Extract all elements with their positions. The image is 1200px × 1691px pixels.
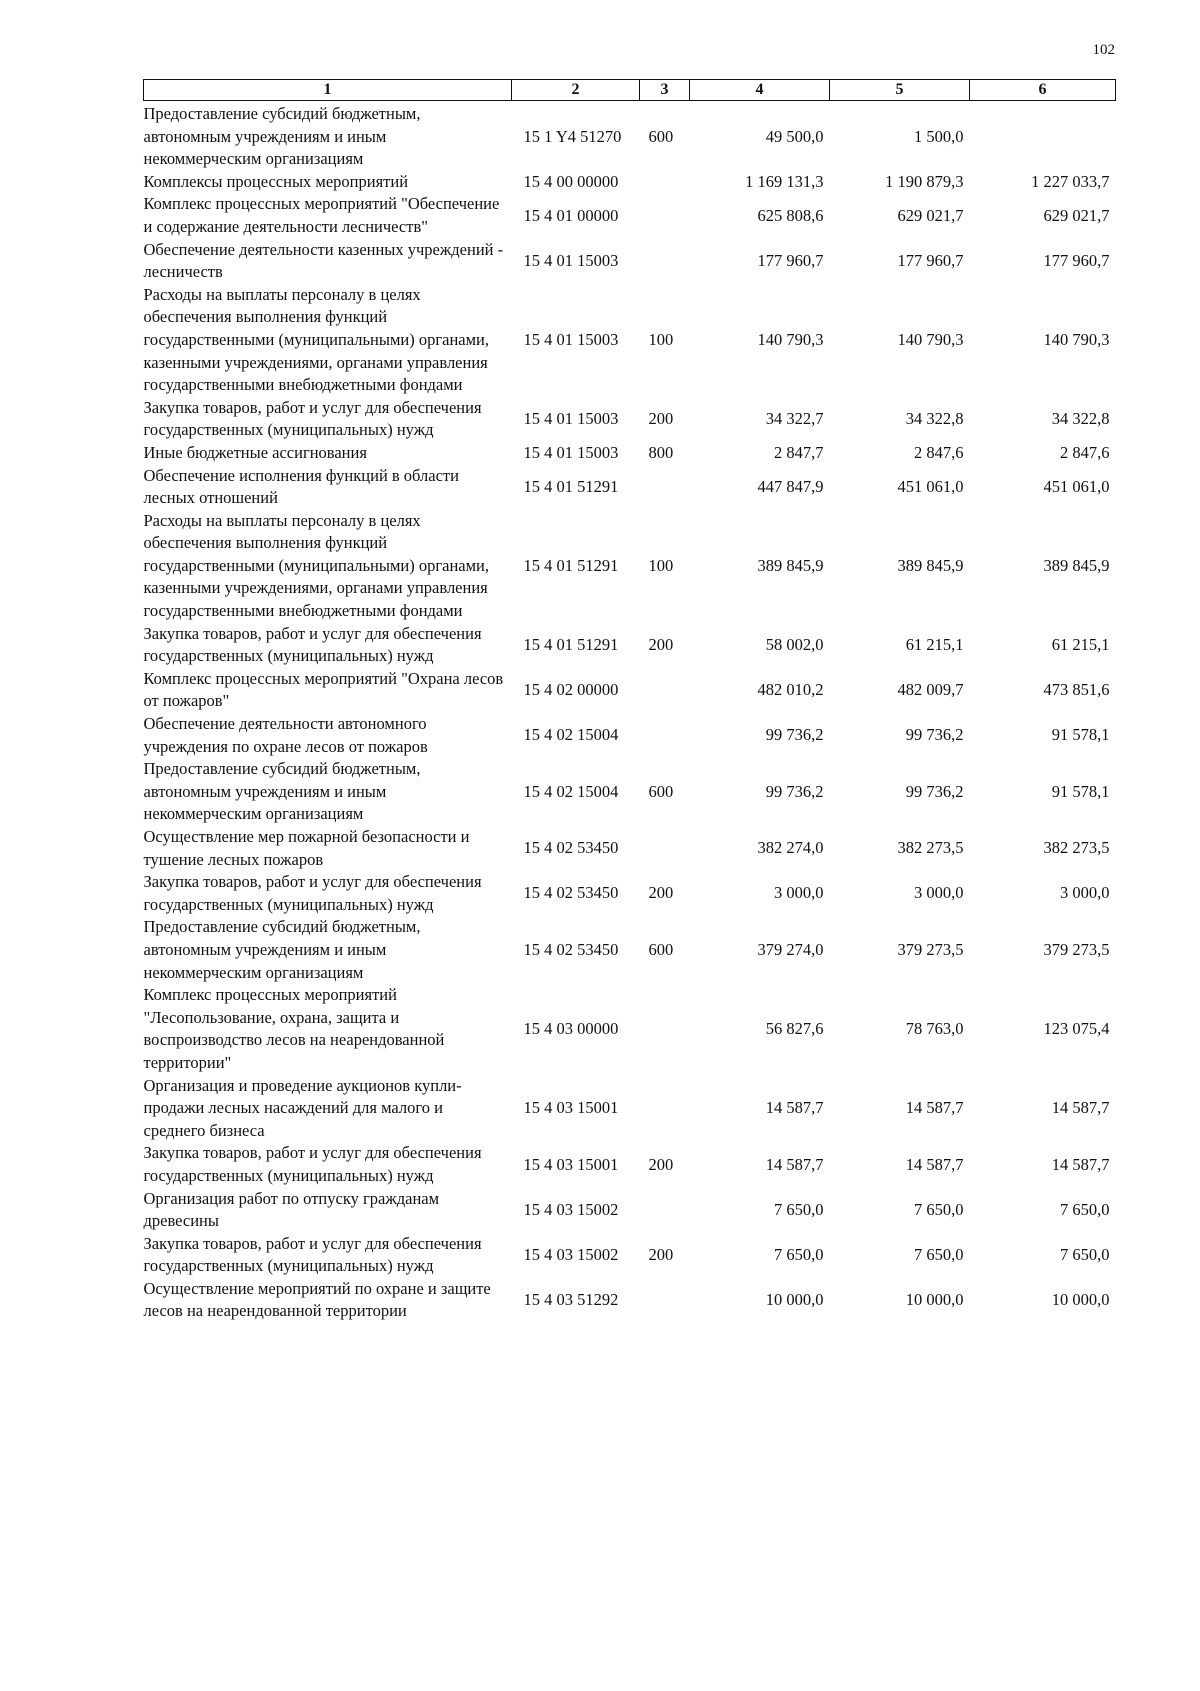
row-target-code: 15 4 03 15001	[523, 1098, 619, 1118]
row-expense-type: 200	[648, 1154, 674, 1174]
row-expense-type: 100	[648, 555, 674, 575]
row-amount-col6: 389 845,9	[1043, 555, 1110, 575]
row-name: Организация работ по отпуску гражданам древесины	[143, 1188, 440, 1231]
row-amount-col6: 3 000,0	[1060, 883, 1110, 903]
row-amount-col6: 451 061,0	[1043, 476, 1110, 496]
row-amount-col6: 7 650,0	[1060, 1199, 1110, 1219]
header-col-1: 1	[144, 80, 512, 101]
table-row	[144, 713, 1116, 758]
row-amount-col6: 14 587,7	[1051, 1098, 1110, 1118]
row-expense-type: 200	[648, 409, 674, 429]
row-amount-col5: 61 215,1	[905, 634, 964, 654]
row-amount-col6: 61 215,1	[1051, 634, 1110, 654]
row-amount-col6: 7 650,0	[1060, 1244, 1110, 1264]
row-amount-col6: 379 273,5	[1043, 939, 1110, 959]
row-expense-type	[640, 1278, 690, 1323]
table-row	[144, 465, 1116, 510]
row-name: Обеспечение деятельности казенных учреждений - лесничеств	[143, 239, 504, 282]
row-amount-col6: 140 790,3	[1043, 329, 1110, 349]
row-name: Комплексы процессных мероприятий	[143, 171, 409, 191]
row-expense-type: 600	[648, 781, 674, 801]
row-amount-col4: 7 650,0	[774, 1199, 824, 1219]
row-name: Закупка товаров, работ и услуг для обеспечения государственных (муниципальных) нужд	[143, 1233, 482, 1276]
row-name: Комплекс процессных мероприятий "Лесопользование, охрана, защита и воспроизводство лесов на неарендованной территории"	[143, 985, 445, 1072]
row-amount-col5: 7 650,0	[914, 1244, 964, 1264]
table-row	[144, 239, 1116, 284]
header-col-5: 5	[830, 80, 970, 101]
row-amount-col4: 34 322,7	[765, 409, 824, 429]
row-amount-col5: 140 790,3	[897, 329, 964, 349]
row-name: Осуществление мероприятий по охране и защите лесов на неарендованной территории	[143, 1278, 491, 1321]
row-expense-type	[640, 668, 690, 713]
row-amount-col4: 625 808,6	[757, 205, 824, 225]
header-col-4: 4	[690, 80, 830, 101]
row-amount-col6: 473 851,6	[1043, 680, 1110, 700]
row-amount-col6: 629 021,7	[1043, 205, 1110, 225]
row-amount-col5: 451 061,0	[897, 476, 964, 496]
table-row	[144, 193, 1116, 238]
table-row	[144, 442, 1116, 465]
row-target-code: 15 4 02 15004	[523, 781, 619, 801]
table-row	[144, 101, 1116, 171]
table-row	[144, 1142, 1116, 1187]
table-row	[144, 1278, 1116, 1323]
row-expense-type: 100	[648, 329, 674, 349]
row-target-code: 15 4 01 15003	[523, 329, 619, 349]
row-target-code: 15 4 01 15003	[523, 409, 619, 429]
row-name: Комплекс процессных мероприятий "Охрана лесов от пожаров"	[143, 668, 504, 711]
row-name: Предоставление субсидий бюджетным, автономным учреждениям и иным некоммерческим организациям	[143, 917, 421, 982]
header-col-6: 6	[970, 80, 1116, 101]
row-name: Закупка товаров, работ и услуг для обеспечения государственных (муниципальных) нужд	[143, 397, 482, 440]
row-amount-col6	[970, 101, 1116, 171]
row-name: Предоставление субсидий бюджетным, автономным учреждениям и иным некоммерческим организациям	[143, 759, 421, 824]
row-amount-col6: 10 000,0	[1051, 1290, 1110, 1310]
row-amount-col5: 14 587,7	[905, 1098, 964, 1118]
row-amount-col4: 3 000,0	[774, 883, 824, 903]
row-amount-col5: 379 273,5	[897, 939, 964, 959]
row-expense-type	[640, 713, 690, 758]
row-expense-type	[640, 465, 690, 510]
table-row	[144, 171, 1116, 194]
row-target-code: 15 4 01 51291	[523, 555, 619, 575]
row-target-code: 15 4 03 15001	[523, 1154, 619, 1174]
row-amount-col6: 91 578,1	[1051, 781, 1110, 801]
row-amount-col5: 99 736,2	[905, 781, 964, 801]
row-target-code: 15 4 02 53450	[523, 883, 619, 903]
row-target-code: 15 1 Y4 51270	[523, 126, 622, 146]
row-amount-col5: 10 000,0	[905, 1290, 964, 1310]
row-name: Расходы на выплаты персоналу в целях обеспечения выполнения функций государственными (муниципальными) органами, казенными учреждениями, органами управления государственными внебюджетными фондами	[143, 284, 490, 395]
row-target-code: 15 4 01 15003	[523, 442, 619, 462]
row-amount-col4: 58 002,0	[765, 634, 824, 654]
row-name: Обеспечение деятельности автономного учреждения по охране лесов от пожаров	[143, 714, 428, 756]
row-amount-col6: 14 587,7	[1051, 1154, 1110, 1174]
row-amount-col4: 99 736,2	[765, 725, 824, 745]
row-amount-col6: 123 075,4	[1043, 1019, 1110, 1039]
row-amount-col6: 1 227 033,7	[1031, 171, 1110, 191]
row-amount-col5: 1 500,0	[914, 126, 964, 146]
row-amount-col4: 379 274,0	[757, 939, 824, 959]
row-amount-col5: 629 021,7	[897, 205, 964, 225]
row-target-code: 15 4 03 00000	[523, 1019, 619, 1039]
row-amount-col4: 1 169 131,3	[745, 171, 824, 191]
header-row	[144, 80, 1116, 101]
row-name: Предоставление субсидий бюджетным, автономным учреждениям и иным некоммерческим организациям	[143, 104, 421, 169]
table-row	[144, 397, 1116, 442]
header-col-3: 3	[640, 80, 690, 101]
row-expense-type: 200	[648, 1244, 674, 1264]
row-target-code: 15 4 01 51291	[523, 476, 619, 496]
page-number: 102	[1092, 42, 1115, 58]
row-target-code: 15 4 02 53450	[523, 838, 619, 858]
row-amount-col4: 2 847,7	[774, 442, 824, 462]
row-amount-col6: 91 578,1	[1051, 725, 1110, 745]
row-amount-col5: 99 736,2	[905, 725, 964, 745]
row-name: Закупка товаров, работ и услуг для обеспечения государственных (муниципальных) нужд	[143, 872, 482, 914]
row-name: Закупка товаров, работ и услуг для обеспечения государственных (муниципальных) нужд	[143, 623, 482, 666]
row-target-code: 15 4 02 15004	[523, 725, 619, 745]
row-name: Обеспечение исполнения функций в области лесных отношений	[143, 465, 459, 508]
row-amount-col5: 1 190 879,3	[885, 171, 964, 191]
row-expense-type	[640, 1188, 690, 1233]
row-amount-col6: 2 847,6	[1060, 442, 1110, 462]
table-row	[144, 284, 1116, 397]
row-amount-col5: 7 650,0	[914, 1199, 964, 1219]
row-name: Организация и проведение аукционов купли-продажи лесных насаждений для малого и среднего бизнеса	[143, 1075, 462, 1140]
table-row	[144, 984, 1116, 1074]
table-row	[144, 871, 1116, 916]
table-row	[144, 758, 1116, 826]
row-amount-col4: 56 827,6	[765, 1019, 824, 1039]
row-expense-type	[640, 1075, 690, 1143]
row-amount-col4: 10 000,0	[765, 1290, 824, 1310]
row-amount-col4: 389 845,9	[757, 555, 824, 575]
table-row	[144, 510, 1116, 623]
row-amount-col5: 177 960,7	[897, 250, 964, 270]
row-target-code: 15 4 03 51292	[523, 1290, 619, 1310]
row-expense-type	[640, 826, 690, 871]
row-amount-col4: 99 736,2	[765, 781, 824, 801]
row-amount-col4: 14 587,7	[765, 1098, 824, 1118]
row-expense-type: 600	[648, 126, 674, 146]
row-expense-type: 200	[648, 883, 674, 903]
row-target-code: 15 4 01 00000	[523, 205, 619, 225]
row-target-code: 15 4 02 53450	[523, 939, 619, 959]
row-expense-type	[640, 239, 690, 284]
row-expense-type: 600	[648, 939, 674, 959]
row-amount-col5: 34 322,8	[905, 409, 964, 429]
row-target-code: 15 4 02 00000	[523, 680, 619, 700]
row-amount-col4: 14 587,7	[765, 1154, 824, 1174]
row-amount-col5: 389 845,9	[897, 555, 964, 575]
table-row	[144, 1233, 1116, 1278]
budget-table	[143, 79, 1116, 1323]
row-amount-col5: 78 763,0	[905, 1019, 964, 1039]
row-amount-col4: 447 847,9	[757, 476, 824, 496]
row-amount-col4: 49 500,0	[765, 126, 824, 146]
table-row	[144, 1075, 1116, 1143]
table-row	[144, 668, 1116, 713]
row-expense-type: 800	[648, 442, 674, 462]
row-target-code: 15 4 03 15002	[523, 1244, 619, 1264]
row-name: Комплекс процессных мероприятий "Обеспечение и содержание деятельности лесничеств"	[143, 194, 500, 236]
row-name: Закупка товаров, работ и услуг для обеспечения государственных (муниципальных) нужд	[143, 1143, 482, 1185]
row-amount-col5: 3 000,0	[914, 883, 964, 903]
table-header	[144, 80, 1116, 101]
row-amount-col5: 482 009,7	[897, 680, 964, 700]
row-expense-type	[640, 193, 690, 238]
row-amount-col5: 14 587,7	[905, 1154, 964, 1174]
row-target-code: 15 4 00 00000	[523, 171, 619, 191]
table-row	[144, 1188, 1116, 1233]
row-target-code: 15 4 03 15002	[523, 1199, 619, 1219]
row-amount-col4: 140 790,3	[757, 329, 824, 349]
row-name: Расходы на выплаты персоналу в целях обеспечения выполнения функций государственными (муниципальными) органами, казенными учреждениями, органами управления государственными внебюджетными фондами	[143, 510, 490, 621]
row-expense-type	[640, 984, 690, 1074]
row-expense-type	[640, 171, 690, 194]
row-amount-col4: 382 274,0	[757, 838, 824, 858]
table-row	[144, 916, 1116, 984]
row-amount-col6: 177 960,7	[1043, 250, 1110, 270]
row-expense-type: 200	[648, 634, 674, 654]
row-name: Иные бюджетные ассигнования	[143, 442, 367, 462]
table-row	[144, 826, 1116, 871]
row-name: Осуществление мер пожарной безопасности и тушение лесных пожаров	[143, 827, 470, 869]
row-amount-col6: 34 322,8	[1051, 409, 1110, 429]
row-amount-col5: 2 847,6	[914, 442, 964, 462]
table-body	[144, 101, 1116, 1324]
row-target-code: 15 4 01 51291	[523, 634, 619, 654]
row-amount-col5: 382 273,5	[897, 838, 964, 858]
row-amount-col4: 7 650,0	[774, 1244, 824, 1264]
row-target-code: 15 4 01 15003	[523, 250, 619, 270]
row-amount-col6: 382 273,5	[1043, 838, 1110, 858]
header-col-2: 2	[512, 80, 640, 101]
row-amount-col4: 177 960,7	[757, 250, 824, 270]
row-amount-col4: 482 010,2	[757, 680, 824, 700]
table-row	[144, 623, 1116, 668]
